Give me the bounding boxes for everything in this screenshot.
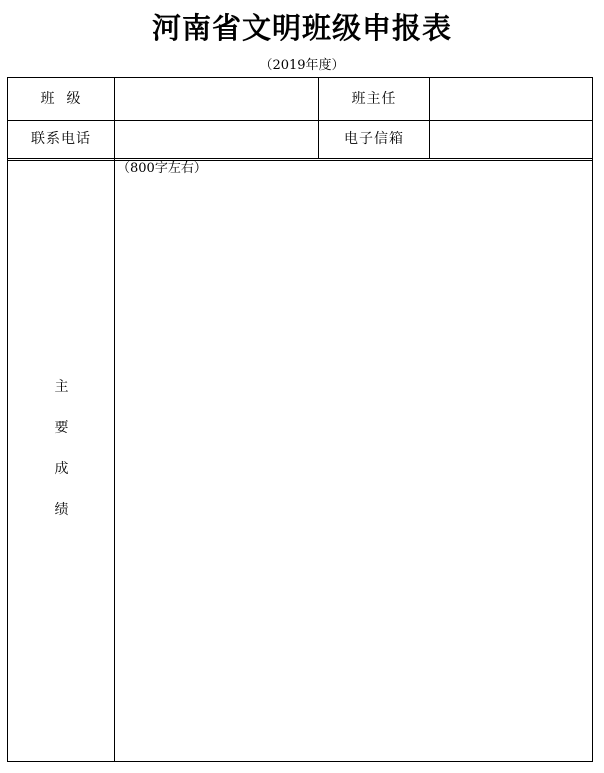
achievements-field[interactable] (115, 178, 592, 761)
achievements-label (8, 378, 115, 542)
year-note: （2019年度） (259, 58, 345, 73)
achievements-label-char: 主 (54, 379, 69, 395)
row-divider (8, 158, 592, 159)
head-teacher-label: 班主任 (351, 91, 397, 107)
email-field[interactable] (430, 121, 592, 158)
achievements-label-char: 成 (54, 461, 69, 477)
application-form-table (7, 77, 593, 762)
row-divider (8, 160, 592, 161)
achievements-label-char: 绩 (54, 502, 69, 518)
phone-field[interactable] (115, 121, 318, 158)
class-label: 班 级 (40, 91, 82, 107)
class-field[interactable] (115, 79, 318, 120)
head-teacher-field[interactable] (430, 79, 592, 120)
achievements-label-char: 要 (54, 420, 69, 436)
email-label: 电子信箱 (344, 131, 404, 147)
word-count-hint: （800字左右） (117, 161, 207, 176)
phone-label: 联系电话 (31, 131, 91, 147)
form-title: 河南省文明班级申报表 (151, 11, 452, 45)
